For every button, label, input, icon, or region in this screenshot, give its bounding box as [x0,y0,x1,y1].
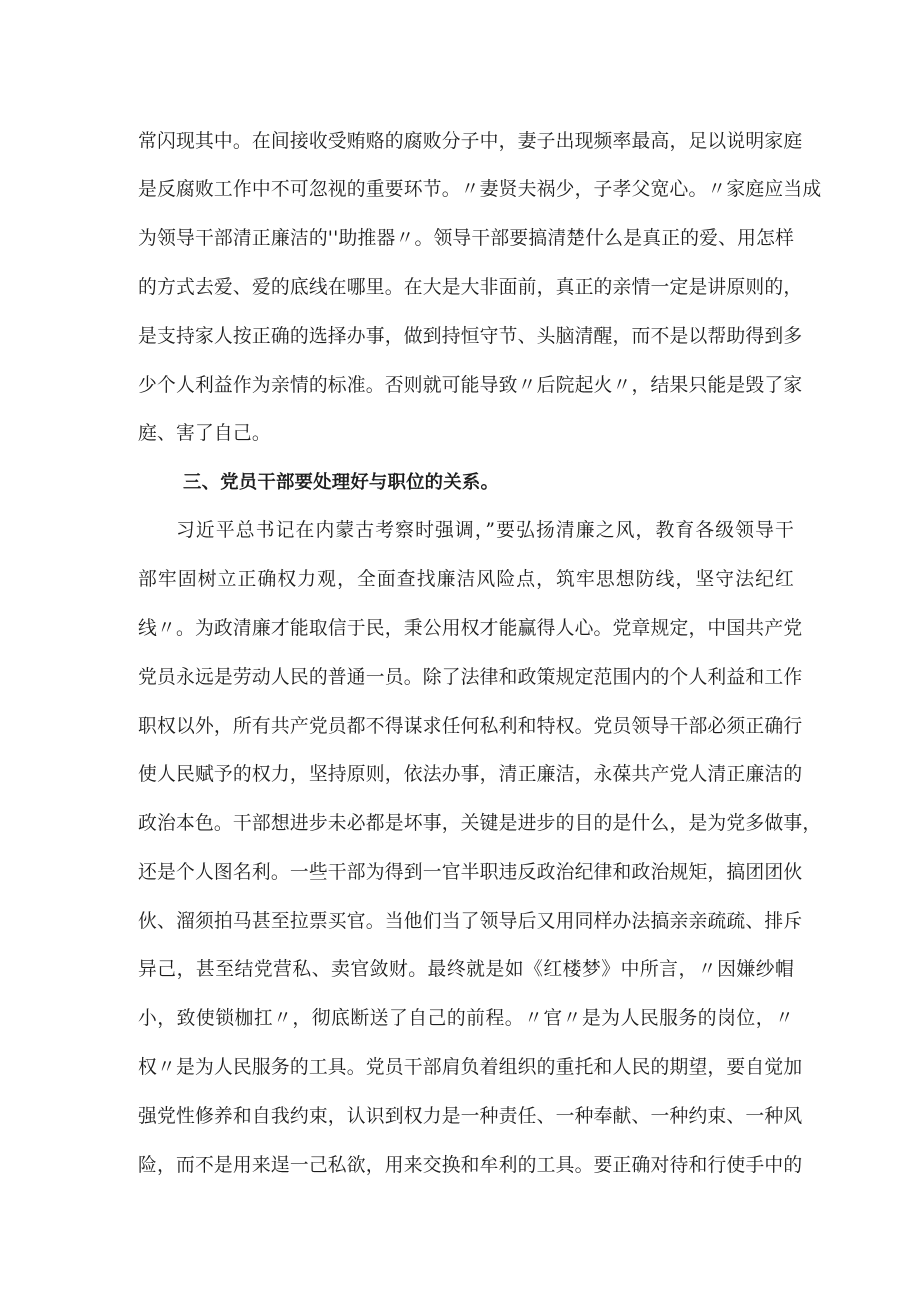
paragraph-2-line-14: 险，而不是用来逞一己私欲，用来交换和牟利的工具。要正确对待和行使手中的 [138,1155,803,1176]
paragraph-2-line-1: 习近平总书记在内蒙古考察时强调，”要弘扬清廉之风，教育各级领导干 [176,520,794,541]
paragraph-2-line-11: 小，致使锁枷扛〃，彻底断送了自己的前程。〃官〃是为人民服务的岗位，〃 [138,1008,794,1029]
paragraph-1-line-3: 为领导干部清正廉洁的''助推器〃。领导干部要搞清楚什么是真正的爱、用怎样 [138,228,795,249]
paragraph-2-line-7: 政治本色。干部想进步未必都是坏事，关键是进步的目的是什么，是为党多做事， [138,813,822,834]
paragraph-2-line-9: 伙、溜须拍马甚至拉票买官。当他们当了领导后又用同样办法搞亲亲疏疏、排斥 [138,911,803,932]
paragraph-1-line-7: 庭、害了自己。 [138,423,271,444]
paragraph-2-line-4: 党员永远是劳动人民的普通一员。除了法律和政策规定范围内的个人利益和工作 [138,667,803,688]
paragraph-2-line-6: 使人民赋予的权力，坚持原则，依法办事，清正廉洁，永葆共产党人清正廉洁的 [138,764,803,785]
section-heading-3: 三、党员干部要处理好与职位的关系。 [183,472,500,493]
paragraph-1-line-1: 常闪现其中。在间接收受贿赂的腐败分子中，妻子出现频率最高，足以说明家庭 [138,131,803,152]
paragraph-2-line-12: 权〃是为人民服务的工具。党员干部肩负着组织的重托和人民的期望，要自觉加 [138,1057,803,1078]
paragraph-1-line-2: 是反腐败工作中不可忽视的重要环节。〃妻贤夫祸少，子孝父宽心。〃家庭应当成 [138,179,822,200]
paragraph-2-line-5: 职权以外，所有共产党员都不得谋求任何私利和特权。党员领导干部必须正确行 [138,716,803,737]
paragraph-2-line-3: 线〃。为政清廉才能取信于民，秉公用权才能赢得人心。党章规定，中国共产党 [138,618,803,639]
paragraph-2-line-10: 异己，甚至结党营私、卖官敛财。最终就是如《红楼梦》中所言，〃因嫌纱帽 [138,959,794,980]
paragraph-1-line-5: 是支持家人按正确的选择办事，做到持恒守节、头脑清醒，而不是以帮助得到多 [138,326,803,347]
paragraph-1-line-4: 的方式去爱、爱的底线在哪里。在大是大非面前，真正的亲情一定是讲原则的， [138,277,803,298]
paragraph-1-line-6: 少个人利益作为亲情的标准。否则就可能导致〃后院起火〃，结果只能是毁了家 [138,375,803,396]
paragraph-2-line-13: 强党性修养和自我约束，认识到权力是一种责任、一种奉献、一种约束、一种风 [138,1106,803,1127]
paragraph-2-line-8: 还是个人图名利。一些干部为得到一官半职违反政治纪律和政治规矩，搞团团伙 [138,862,803,883]
paragraph-2-line-2: 部牢固树立正确权力观，全面查找廉洁风险点，筑牢思想防线，坚守法纪红 [138,569,794,590]
